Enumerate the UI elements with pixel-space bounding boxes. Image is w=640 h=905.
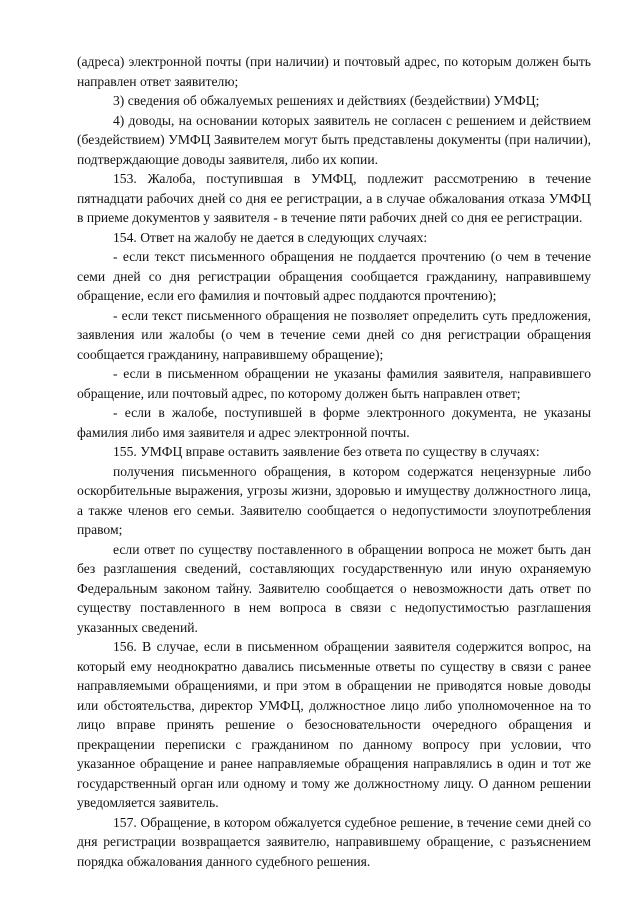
paragraph-155-case-secret: если ответ по существу поставленного в обращении вопроса не может быть дан без разглашения сведений, составляющих государственную или иную охраняемую Федеральным законом тайну. Заявителю сообщается о невозможности дать ответ по существу поставленного в нем вопроса в связи с недопустимостью разглашения указанных сведений. bbox=[77, 541, 591, 635]
paragraph-154-case-no-name: - если в письменном обращении не указаны фамилия заявителя, направившего обращение, или почтовый адрес, по которому должен быть направлен ответ; bbox=[77, 366, 591, 401]
paragraph-address-continuation: (адреса) электронной почты (при наличии) и почтовый адрес, по которым должен быть направлен ответ заявителю; bbox=[77, 54, 591, 89]
paragraph-154-case-unclear: - если текст письменного обращения не позволяет определить суть предложения, заявления или жалобы (о чем в течение семи дней со дня регистрации обращения сообщается гражданину, направившему обращение); bbox=[77, 307, 591, 362]
paragraph-item-3: 3) сведения об обжалуемых решениях и действиях (бездействии) УМФЦ; bbox=[113, 93, 540, 108]
document-page bbox=[77, 52, 591, 871]
paragraph-155-case-offensive: получения письменного обращения, в котором содержатся нецензурные либо оскорбительные выражения, угрозы жизни, здоровью и имуществу должностного лица, а также членов его семьи. Заявителю сообщается о недопустимости злоупотребления правом; bbox=[77, 463, 591, 537]
paragraph-154: 154. Ответ на жалобу не дается в следующих случаях: bbox=[113, 229, 428, 245]
paragraph-153: 153. Жалоба, поступившая в УМФЦ, подлежит рассмотрению в течение пятнадцати рабочих дней со дня ее регистрации, а в случае обжалования отказа УМФЦ в приеме документов у заявителя - в течение пяти рабочих дней со дня ее регистрации. bbox=[77, 171, 591, 225]
paragraph-item-4: 4) доводы, на основании которых заявитель не согласен с решением и действием (бездействием) УМФЦ Заявителем могут быть представлены документы (при наличии), подтверждающие доводы заявителя, либо их копии. bbox=[77, 112, 591, 167]
paragraph-154-case-electronic: - если в жалобе, поступившей в форме электронного документа, не указаны фамилия либо имя заявителя и адрес электронной почты. bbox=[77, 405, 591, 440]
paragraph-154-case-unreadable: - если текст письменного обращения не поддается прочтению (о чем в течение семи дней со дня регистрации обращения сообщается гражданину, направившему обращение, если его фамилия и почтовый адрес поддаются прочтению); bbox=[77, 249, 591, 303]
paragraph-155: 155. УМФЦ вправе оставить заявление без ответа по существу в случаях: bbox=[113, 444, 540, 459]
paragraph-156: 156. В случае, если в письменном обращении заявителя содержится вопрос, на который ему неоднократно давались письменные ответы по существу в связи с ранее направляемыми обращениями, и при этом в обращении не приводятся новые доводы или обстоятельства, директор УМФЦ, должностное лицо либо уполномоченное на то лицо вправе принять решение о безосновательности очередного обращения и прекращении переписки с гражданином по данному вопросу при условии, что указанное обращение и ранее направляемые обращения направлялись в один и тот же государственный орган или одному и тому же должностному лицу. О данном решении уведомляется заявитель. bbox=[77, 639, 591, 810]
paragraph-157: 157. Обращение, в котором обжалуется судебное решение, в течение семи дней со дня регистрации возвращается заявителю, направившему обращение, с разъяснением порядка обжалования данного судебного решения. bbox=[77, 814, 591, 869]
